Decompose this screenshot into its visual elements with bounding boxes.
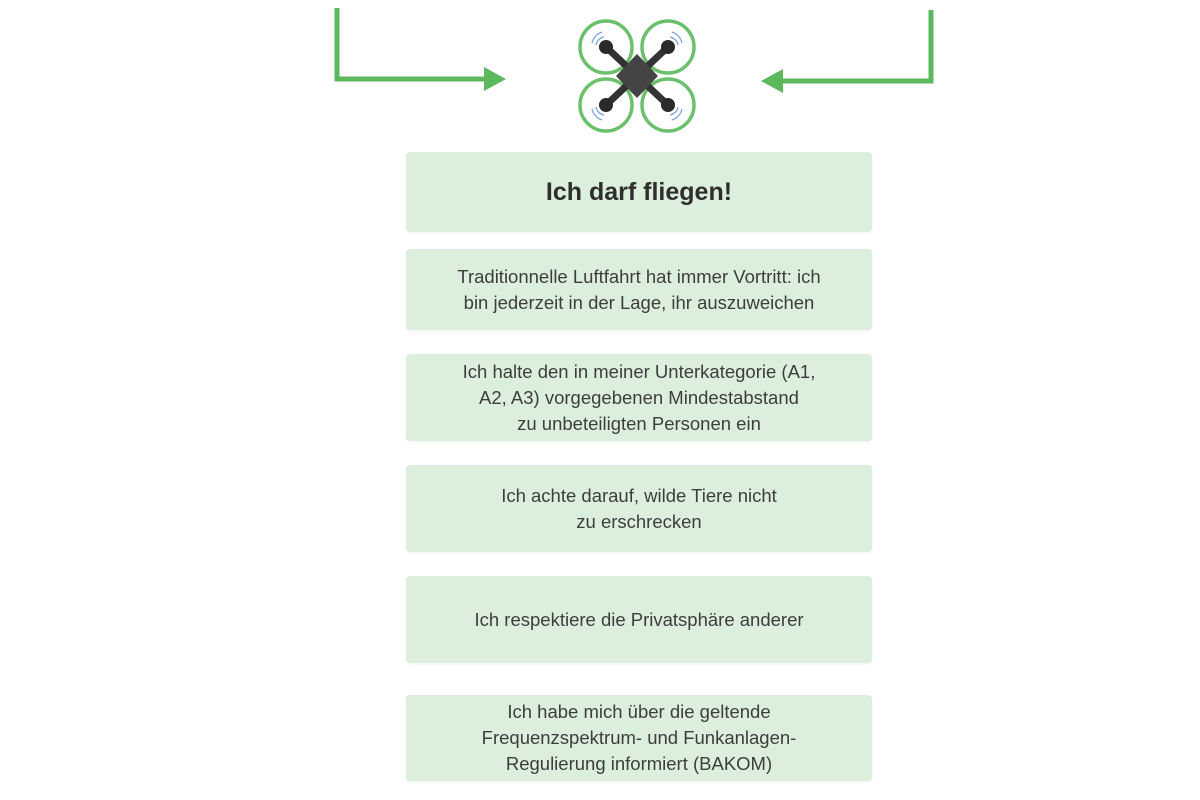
rule-title-text: Ich darf fliegen! <box>545 178 733 206</box>
left-arrow <box>337 8 487 79</box>
rule-box-frequency-regulation <box>406 695 872 781</box>
rule-text: Ich habe mich über die geltende Frequenzspektrum- und Funkanlagen- Regulierung informiert (BAKOM) <box>481 701 797 774</box>
rule-box-minimum-distance <box>406 354 872 441</box>
rule-text: Traditionnelle Luftfahrt hat immer Vortritt: ich bin jederzeit in der Lage, ihr auszuweichen <box>457 265 821 313</box>
rule-box-wild-animals <box>406 465 872 552</box>
rule-box-title <box>406 152 872 232</box>
left-arrow-head <box>484 67 506 91</box>
drone-icon <box>572 10 702 140</box>
rule-text: Ich halte den in meiner Unterkategorie (A1, A2, A3) vorgegebenen Mindestabstand zu unbeteiligten Personen ein <box>462 360 816 434</box>
right-arrow <box>780 10 931 81</box>
rule-text: Ich respektiere die Privatsphäre anderer <box>474 608 804 630</box>
right-arrow-head <box>761 69 783 93</box>
rule-box-privacy <box>406 576 872 663</box>
rule-text: Ich achte darauf, wilde Tiere nicht zu erschrecken <box>501 484 777 532</box>
rule-box-right-of-way <box>406 249 872 330</box>
